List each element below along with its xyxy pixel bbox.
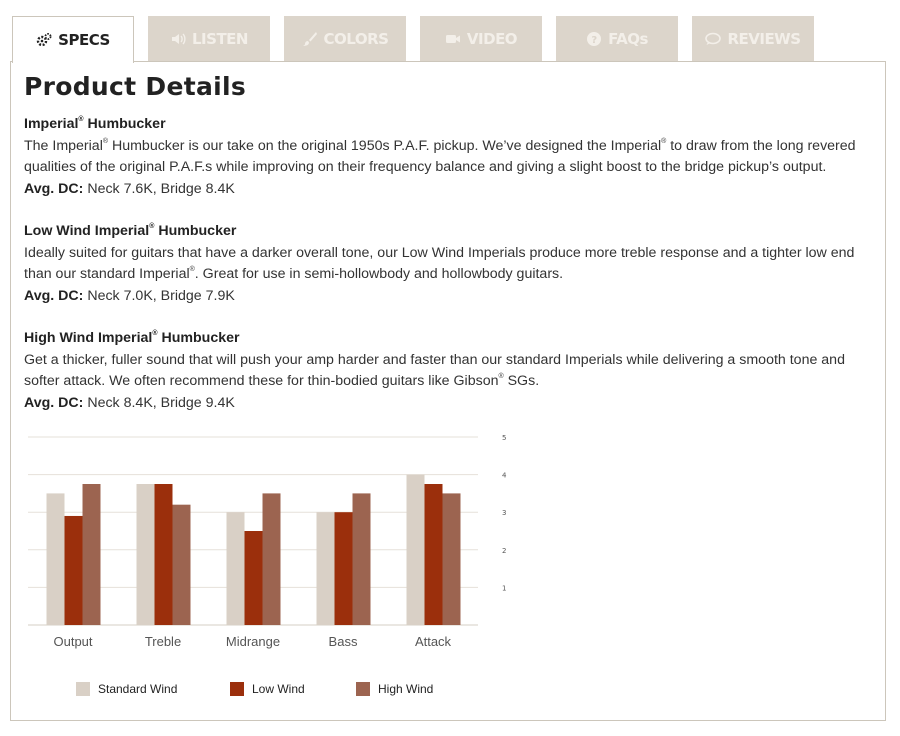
x-tick-label: Treble xyxy=(144,634,182,649)
video-camera-icon xyxy=(445,31,461,47)
question-circle-icon xyxy=(586,31,602,47)
comment-icon xyxy=(705,31,721,47)
avg-dc: Avg. DC: Neck 8.4K, Bridge 9.4K xyxy=(24,394,235,411)
product-name: Imperial® Humbucker xyxy=(24,116,166,132)
legend-label: Low Wind xyxy=(252,682,305,696)
y-tick-label: 3 xyxy=(502,509,507,518)
tab-colors[interactable] xyxy=(284,16,406,61)
tab-label: VIDEO xyxy=(466,29,518,48)
bar-low-wind-treble xyxy=(155,484,173,625)
x-tick-label: Output xyxy=(53,634,93,649)
tab-specs[interactable] xyxy=(12,16,134,63)
tab-faqs[interactable] xyxy=(556,16,678,61)
tab-label: LISTEN xyxy=(192,29,248,48)
avg-dc: Avg. DC: Neck 7.0K, Bridge 7.9K xyxy=(24,287,235,304)
tab-label: SPECS xyxy=(58,31,110,49)
avg-dc: Avg. DC: Neck 7.6K, Bridge 8.4K xyxy=(24,180,235,197)
legend-swatch xyxy=(76,682,90,696)
x-tick-label: Bass xyxy=(328,634,358,649)
tab-bar xyxy=(12,16,872,62)
bar-standard-wind-midrange xyxy=(227,512,245,625)
legend-swatch xyxy=(230,682,244,696)
page-title: Product Details xyxy=(24,72,247,101)
y-tick-label: 5 xyxy=(502,434,507,442)
tab-reviews[interactable] xyxy=(692,16,814,61)
bar-standard-wind-treble xyxy=(137,484,155,625)
x-tick-label: Attack xyxy=(414,634,452,649)
legend-label: High Wind xyxy=(378,682,434,696)
bar-low-wind-midrange xyxy=(245,531,263,625)
bar-high-wind-output xyxy=(83,484,101,625)
bar-high-wind-attack xyxy=(443,493,461,625)
gears-icon xyxy=(36,32,52,48)
product-name: Low Wind Imperial® Humbucker xyxy=(24,223,237,239)
tab-label: COLORS xyxy=(323,29,389,48)
legend-item xyxy=(230,680,305,698)
product-section-high-wind xyxy=(24,328,874,414)
bar-high-wind-treble xyxy=(173,505,191,625)
bar-low-wind-bass xyxy=(335,512,353,625)
product-section-imperial xyxy=(24,114,874,200)
svg-text:?: ? xyxy=(591,34,597,46)
paintbrush-icon xyxy=(302,31,318,47)
tab-label: FAQs xyxy=(608,29,648,48)
legend-swatch xyxy=(356,682,370,696)
bar-standard-wind-attack xyxy=(407,475,425,625)
product-description: The Imperial® Humbucker is our take on the original 1950s P.A.F. pickup. We’ve designed the Imperial® to draw from the long revered qualities of the original P.A.F.s while improving on their frequency balance and giving a slight boost to the bridge pickup’s output. xyxy=(24,137,856,175)
bar-high-wind-bass xyxy=(353,493,371,625)
tab-video[interactable] xyxy=(420,16,542,61)
legend-item xyxy=(76,680,177,698)
tone-chart xyxy=(0,420,560,670)
y-tick-label: 4 xyxy=(502,471,507,480)
bar-high-wind-midrange xyxy=(263,493,281,625)
product-description: Get a thicker, fuller sound that will push your amp harder and faster than our standard Imperials while delivering a smooth tone and softer attack. We often recommend these for thin-bodied guitars like Gibson® SGs. xyxy=(24,351,845,389)
product-section-low-wind xyxy=(24,221,874,307)
product-description: Ideally suited for guitars that have a darker overall tone, our Low Wind Imperials produce more treble response and a tighter low end than our standard Imperial®. Great for use in semi-hollowbody and hollowbody guitars. xyxy=(24,244,855,282)
bar-low-wind-attack xyxy=(425,484,443,625)
x-tick-label: Midrange xyxy=(225,634,281,649)
speaker-icon xyxy=(170,31,186,47)
tab-label: REVIEWS xyxy=(727,29,801,48)
bar-standard-wind-bass xyxy=(317,512,335,625)
legend-label: Standard Wind xyxy=(98,682,178,696)
y-tick-label: 2 xyxy=(502,546,507,555)
bar-standard-wind-output xyxy=(47,493,65,625)
legend-item xyxy=(356,680,433,698)
product-name: High Wind Imperial® Humbucker xyxy=(24,330,240,346)
tab-listen[interactable] xyxy=(148,16,270,61)
y-tick-label: 1 xyxy=(502,584,507,593)
bar-low-wind-output xyxy=(65,516,83,625)
